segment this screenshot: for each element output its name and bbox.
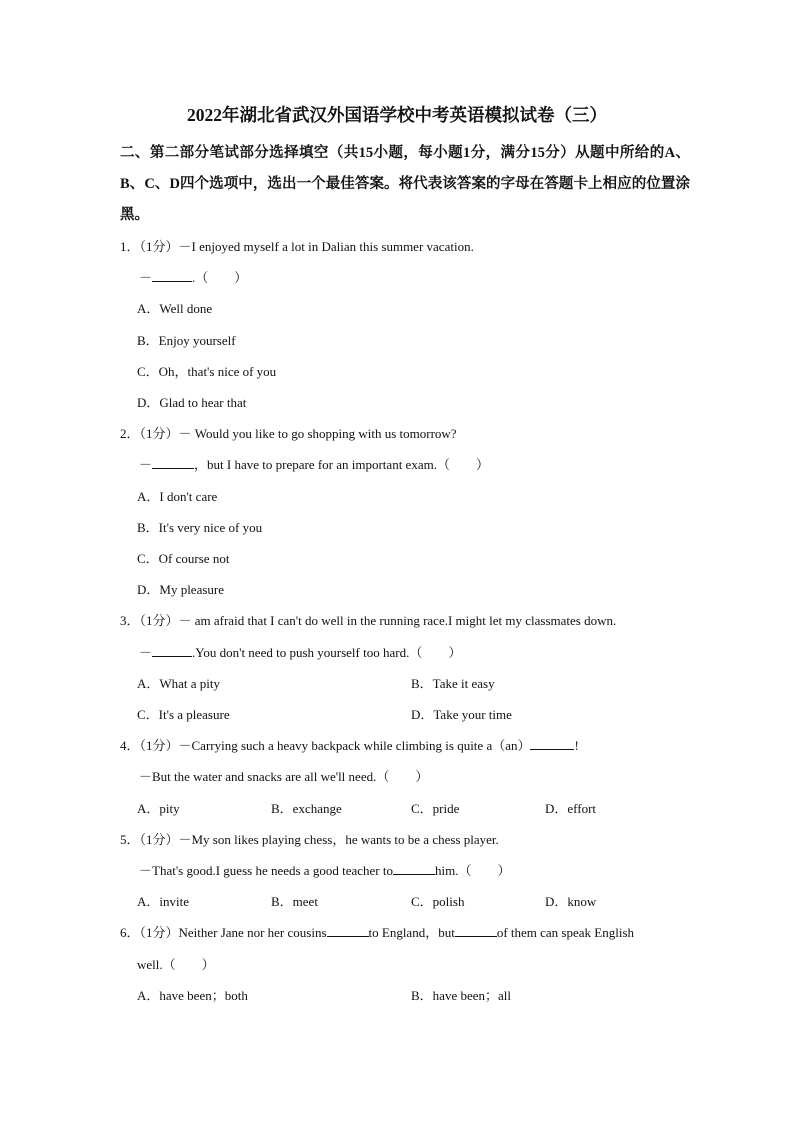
q4-blank bbox=[530, 737, 574, 750]
q1-reply bbox=[139, 269, 247, 287]
q4-option-b: B．exchange bbox=[271, 801, 342, 816]
q5-reply-tail: him.（ ） bbox=[434, 863, 511, 878]
q1-option-b: B．Enjoy yourself bbox=[137, 333, 236, 348]
q5-blank bbox=[393, 862, 435, 875]
q4-option-d: D．effort bbox=[545, 801, 597, 816]
q6-stem-part2: to England，but bbox=[368, 925, 455, 940]
q1-reply-tail: .（ ） bbox=[192, 270, 248, 285]
q2-reply-dash: － bbox=[139, 457, 153, 472]
q5-option-b: B．meet bbox=[271, 894, 318, 909]
q6-stem-part3: of them can speak English bbox=[496, 925, 634, 940]
q6-stem bbox=[120, 924, 634, 942]
q5-option-a: A．invite bbox=[137, 894, 189, 909]
q4-option-a: A．pity bbox=[137, 801, 180, 816]
q6-option-a: A．have been；both bbox=[137, 988, 248, 1003]
q5-reply bbox=[139, 862, 510, 880]
q4-stem-end: ! bbox=[574, 738, 579, 753]
section-instructions: 二、第二部分笔试部分选择填空（共15小题，每小题1分，满分15分）从题中所给的A、B、C、D四个选项中，选出一个最佳答案。将代表该答案的字母在答题卡上相应的位置涂黑。 bbox=[120, 145, 690, 223]
q2-option-c: C．Of course not bbox=[137, 551, 230, 566]
q3-option-c: C．It's a pleasure bbox=[137, 707, 230, 722]
q2-reply-tail: ，but I have to prepare for an important exam.（ ） bbox=[194, 457, 489, 472]
q2-blank bbox=[152, 456, 194, 469]
q5-option-c: C．polish bbox=[411, 894, 465, 909]
q3-blank bbox=[152, 644, 192, 657]
q3-stem: 3．（1分）－ am afraid that I can't do well in the running race.I might let my classmates down. bbox=[120, 613, 617, 628]
q4-stem bbox=[120, 737, 579, 755]
q2-option-b: B．It's very nice of you bbox=[137, 520, 263, 535]
q5-reply-text: －That's good.I guess he needs a good teacher to bbox=[139, 863, 393, 878]
q1-option-c: C．Oh，that's nice of you bbox=[137, 364, 277, 379]
q6-stem-continued: well.（ ） bbox=[137, 957, 215, 972]
q3-option-a: A．What a pity bbox=[137, 676, 221, 691]
q1-reply-dash: － bbox=[139, 270, 153, 285]
q6-blank-1 bbox=[327, 924, 369, 937]
q2-stem: 2．（1分）－ Would you like to go shopping with us tomorrow? bbox=[120, 426, 457, 441]
q6-stem-part1: 6．（1分）Neither Jane nor her cousins bbox=[120, 925, 327, 940]
q6-option-b: B．have been；all bbox=[411, 988, 511, 1003]
q3-option-b: B．Take it easy bbox=[411, 676, 495, 691]
q3-reply-dash: － bbox=[139, 645, 153, 660]
q1-stem: 1．（1分）－I enjoyed myself a lot in Dalian this summer vacation. bbox=[120, 239, 474, 254]
q1-blank bbox=[152, 269, 192, 282]
q2-option-d: D．My pleasure bbox=[137, 582, 225, 597]
q4-reply: －But the water and snacks are all we'll need.（ ） bbox=[139, 769, 429, 784]
q1-option-a: A．Well done bbox=[137, 301, 213, 316]
q3-reply-tail: .You don't need to push yourself too hard.（ ） bbox=[192, 645, 462, 660]
q3-option-d: D．Take your time bbox=[411, 707, 512, 722]
q1-option-d: D．Glad to hear that bbox=[137, 395, 247, 410]
exam-title: 2022年湖北省武汉外国语学校中考英语模拟试卷（三） bbox=[187, 105, 607, 125]
q2-reply bbox=[139, 456, 489, 474]
q5-stem: 5．（1分）－My son likes playing chess，he wants to be a chess player. bbox=[120, 832, 499, 847]
q5-option-d: D．know bbox=[545, 894, 597, 909]
q4-option-c: C．pride bbox=[411, 801, 460, 816]
q2-option-a: A．I don't care bbox=[137, 489, 218, 504]
q6-blank-2 bbox=[455, 924, 497, 937]
q4-stem-text: 4．（1分）－Carrying such a heavy backpack while climbing is quite a（an） bbox=[120, 738, 531, 753]
q3-reply bbox=[139, 644, 461, 662]
